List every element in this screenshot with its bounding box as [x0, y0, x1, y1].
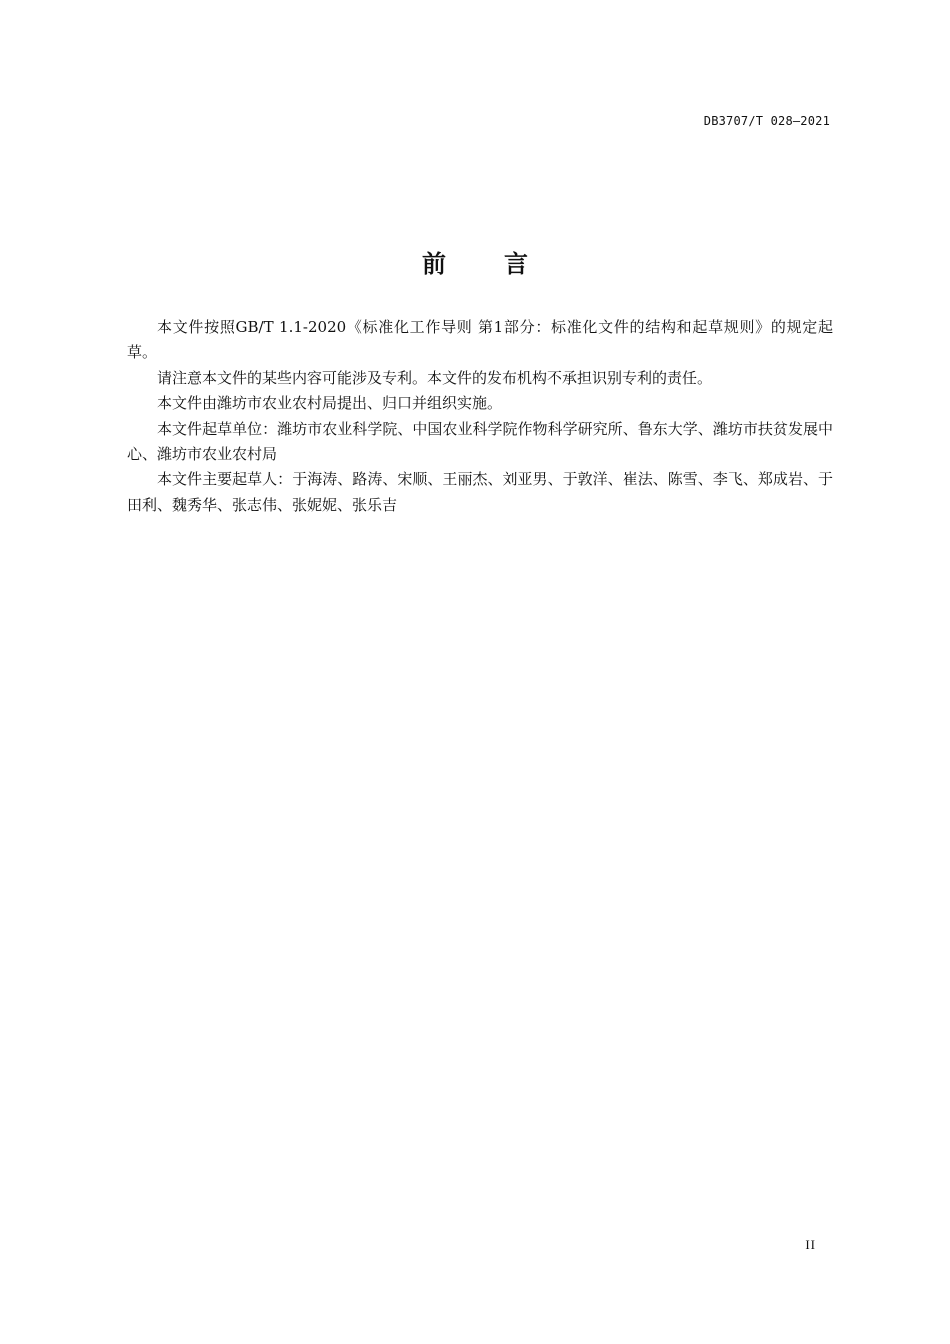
page-number: II [805, 1237, 816, 1252]
page-title: 前言 [422, 250, 586, 279]
paragraph-patent-notice: 请注意本文件的某些内容可能涉及专利。本文件的发布机构不承担识别专利的责任。 [157, 368, 713, 387]
paragraph-drafting-rules: 本文件按照GB/T 1.1-2020《标准化工作导则 第1部分：标准化文件的结构和起草规则》的规定起草。 [127, 318, 833, 362]
paragraph-drafting-units: 本文件起草单位：潍坊市农业科学院、中国农业科学院作物科学研究所、鲁东大学、潍坊市扶贫发展中心、潍坊市农业农村局 [127, 419, 833, 464]
paragraph-drafters: 本文件主要起草人：于海涛、路涛、宋顺、王丽杰、刘亚男、于敦洋、崔法、陈雪、李飞、郑成岩、于田利、魏秀华、张志伟、张妮妮、张乐吉 [127, 470, 833, 514]
foreword-body [127, 315, 833, 518]
paragraph-proposer: 本文件由潍坊市农业农村局提出、归口并组织实施。 [157, 394, 503, 413]
document-code: DB3707/T 028—2021 [703, 114, 830, 128]
